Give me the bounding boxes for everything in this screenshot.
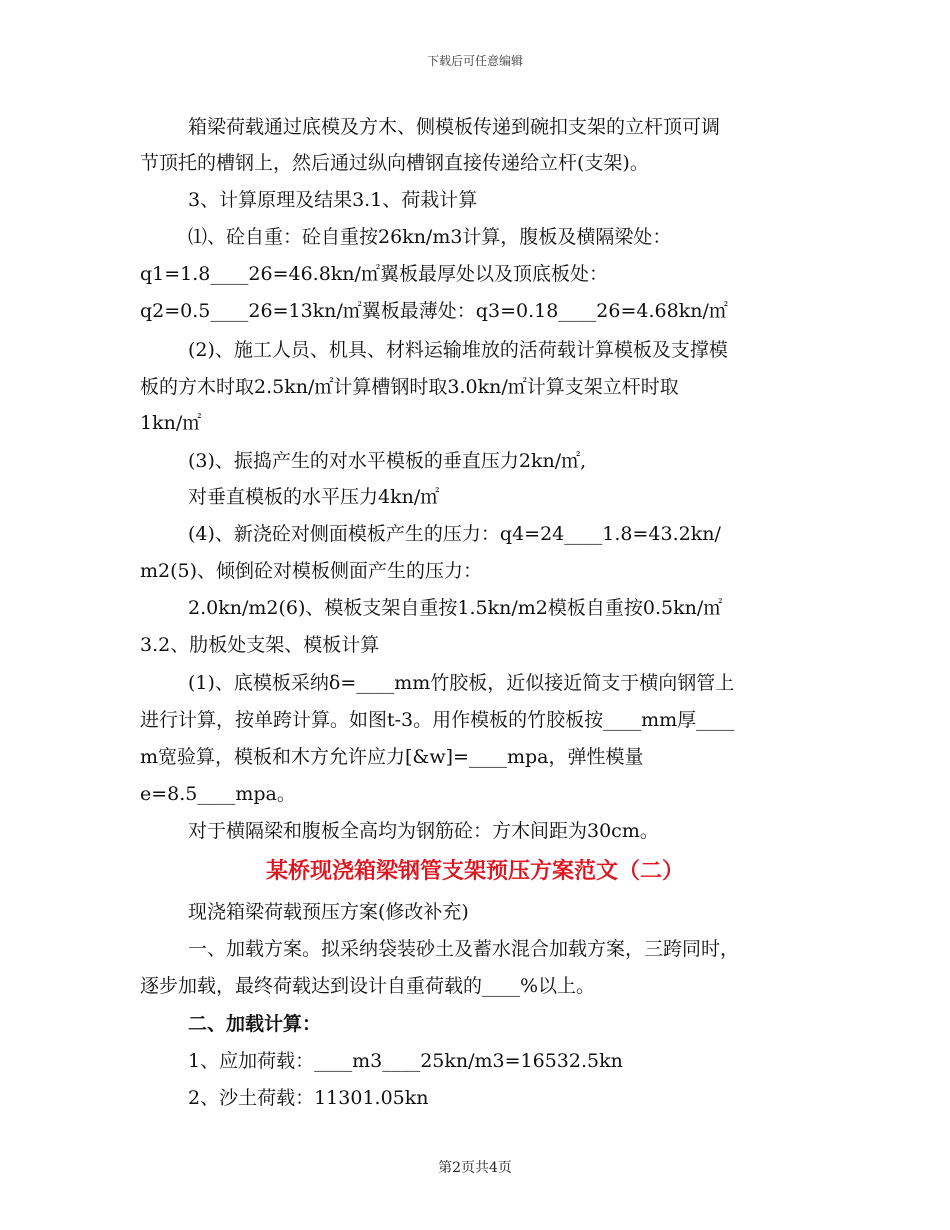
- paragraph-line: 2.0kn/m2(6)、模板支架自重按1.5kn/m2模板自重按0.5kn/㎡: [188, 597, 723, 619]
- paragraph-line: (2)、施工人员、机具、材料运输堆放的活荷载计算模板及支撑模: [188, 339, 728, 361]
- paragraph-line: (3)、振捣产生的对水平模板的垂直压力2kn/㎡,: [188, 450, 587, 472]
- paragraph-line: 逐步加载，最终荷载达到设计自重荷载的____%以上。: [140, 975, 596, 997]
- page-number: 第2页共4页: [438, 1160, 512, 1176]
- paragraph-line: e=8.5____mpa。: [140, 783, 296, 805]
- paragraph-line: 箱梁荷载通过底模及方木、侧模板传递到碗扣支架的立杆顶可调: [188, 116, 721, 138]
- paragraph-line: 板的方木时取2.5kn/㎡计算槽钢时取3.0kn/㎡计算支架立杆时取: [140, 376, 679, 398]
- paragraph-line: m2(5)、倾倒砼对模板侧面产生的压力：: [140, 560, 483, 582]
- paragraph-line: 对于横隔梁和腹板全高均为钢筋砼：方木间距为30cm。: [188, 820, 659, 842]
- paragraph-line: q2=0.5____26=13kn/㎡翼板最薄处：q3=0.18____26=4.68kn/㎡: [140, 300, 728, 322]
- paragraph-line: (4)、新浇砼对侧面模板产生的压力：q4=24____1.8=43.2kn/: [188, 523, 721, 545]
- page-header-note: 下载后可任意编辑: [426, 54, 523, 68]
- paragraph-line: ⑴、砼自重：砼自重按26kn/m3计算，腹板及横隔梁处：: [188, 226, 672, 248]
- paragraph-line: 对垂直模板的水平压力4kn/㎡: [188, 486, 440, 508]
- section-title: 某桥现浇箱梁钢管支架预压方案范文（二）: [265, 859, 684, 884]
- paragraph-line: (1)、底模板采纳δ=____mm竹胶板，近似接近简支于横向钢管上: [188, 672, 735, 694]
- paragraph-line: m宽验算，模板和木方允许应力[&w]=____mpa，弹性模量: [140, 746, 644, 768]
- subheading: 二、加载计算：: [188, 1013, 322, 1035]
- paragraph-line: 3、计算原理及结果3.1、荷栽计算: [188, 189, 478, 211]
- paragraph-line: 3.2、肋板处支架、模板计算: [140, 634, 380, 656]
- paragraph-line: 进行计算，按单跨计算。如图t-3。用作模板的竹胶板按____mm厚____: [140, 709, 735, 731]
- paragraph-line: 一、加载方案。拟采纳袋装砂土及蓄水混合加载方案，三跨同时，: [188, 938, 740, 960]
- paragraph-line: 节顶托的槽钢上，然后通过纵向槽钢直接传递给立杆(支架)。: [140, 152, 649, 174]
- paragraph-line: 1、应加荷载：____m3____25kn/m3=16532.5kn: [188, 1050, 623, 1072]
- paragraph-line: 2、沙土荷载：11301.05kn: [188, 1087, 429, 1109]
- paragraph-line: q1=1.8____26=46.8kn/㎡翼板最厚处以及顶底板处：: [140, 263, 608, 285]
- paragraph-line: 1kn/㎡: [140, 412, 202, 434]
- paragraph-line: 现浇箱梁荷载预压方案(修改补充): [188, 901, 469, 923]
